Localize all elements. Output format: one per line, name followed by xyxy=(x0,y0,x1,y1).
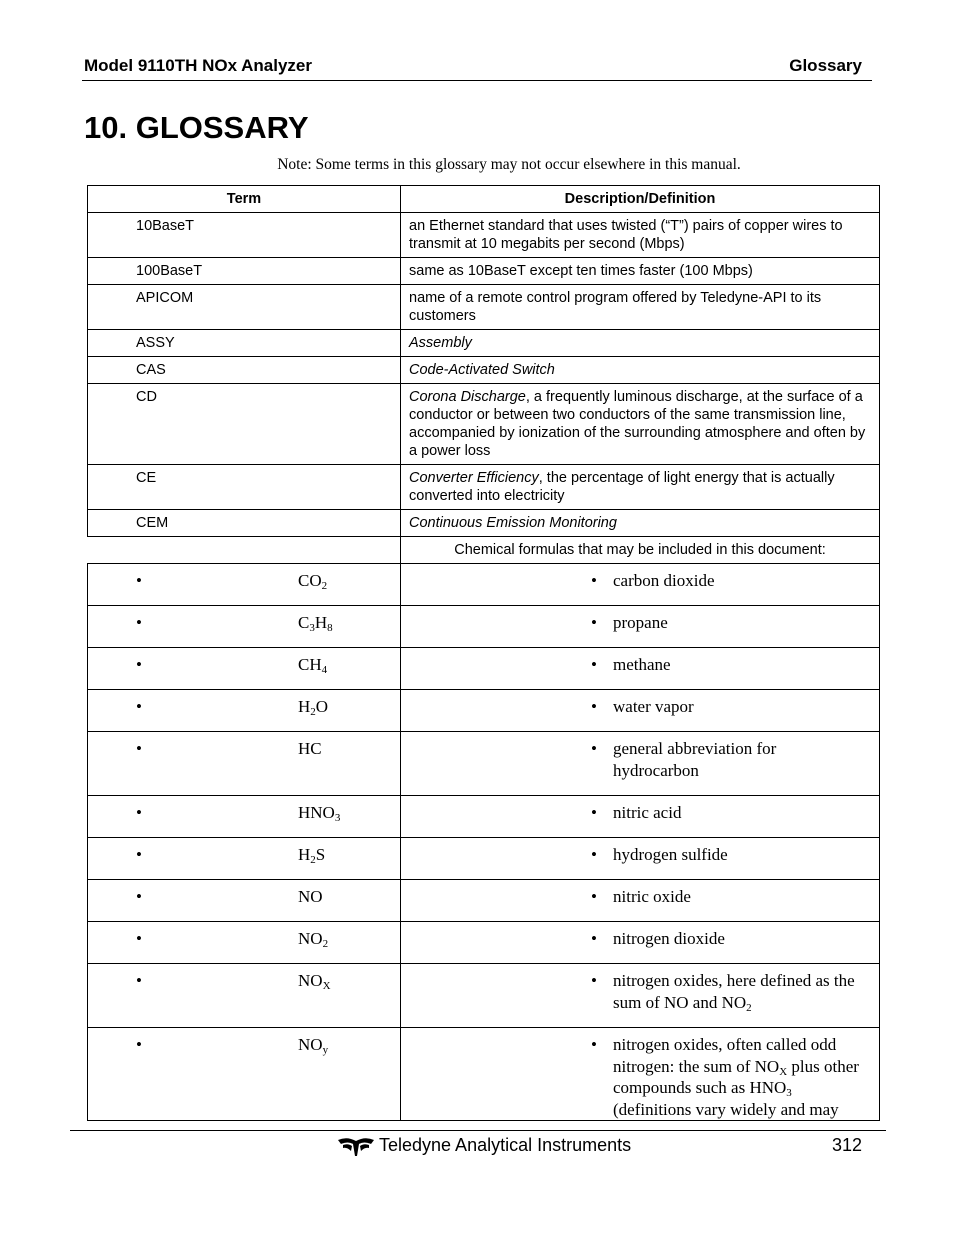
description-cell xyxy=(401,357,880,384)
chem-name-text: plus other compounds such as HNO xyxy=(613,1056,859,1097)
chem-row xyxy=(88,1028,880,1121)
formula-base: C xyxy=(298,613,310,632)
bullet: • xyxy=(591,971,597,990)
chem-name-sub: 2 xyxy=(746,1001,752,1014)
formula-base: NO xyxy=(298,929,323,948)
chem-row xyxy=(88,648,880,690)
description-italic: Converter Efficiency xyxy=(409,470,539,486)
formula-tail: H xyxy=(314,613,328,632)
term-cell: 10BaseT xyxy=(88,213,401,258)
formula-tail: O xyxy=(315,697,329,716)
description-cell xyxy=(401,330,880,357)
chem-desc-cell xyxy=(401,964,880,1028)
formula-sub: 4 xyxy=(321,664,328,676)
formula-sub: X xyxy=(322,980,331,992)
chem-name: methane xyxy=(613,655,671,674)
chem-desc-cell xyxy=(401,648,880,690)
term-cell: CD xyxy=(88,384,401,465)
glossary-table xyxy=(87,185,880,1121)
chem-formula xyxy=(298,654,327,675)
chem-term-cell xyxy=(88,606,401,648)
bullet: • xyxy=(136,697,142,716)
chem-desc-cell xyxy=(401,732,880,796)
chem-term-cell xyxy=(88,964,401,1028)
chem-name-text: nitrogen oxides, often called odd nitrogen: the sum of NO xyxy=(613,1035,837,1076)
table-row xyxy=(88,384,880,465)
bullet: • xyxy=(136,739,142,758)
chem-formula: HC xyxy=(298,739,322,758)
chem-header-row xyxy=(88,537,880,564)
description-cell: an Ethernet standard that uses twisted (“T”) pairs of copper wires to transmit at 10 megabits per second (Mbps) xyxy=(401,213,880,258)
chem-formula xyxy=(298,928,328,949)
page-number: 312 xyxy=(831,1135,862,1155)
description-italic: Continuous Emission Monitoring xyxy=(409,515,617,531)
chem-formula: NO xyxy=(298,887,323,906)
chem-name: carbon dioxide xyxy=(613,571,715,590)
bullet: • xyxy=(591,571,597,590)
chem-term-cell xyxy=(88,796,401,838)
chem-term-cell xyxy=(88,648,401,690)
formula-sub: 2 xyxy=(322,938,329,950)
chem-desc-cell xyxy=(401,838,880,880)
bullet: • xyxy=(136,571,142,590)
chem-formula xyxy=(298,1034,328,1055)
formula-base: CO xyxy=(298,571,322,590)
formula-base: H xyxy=(298,845,311,864)
glossary-note: Note: Some terms in this glossary may not occur elsewhere in this manual. xyxy=(277,156,741,173)
description-cell: same as 10BaseT except ten times faster (100 Mbps) xyxy=(401,258,880,285)
formula-sub: 3 xyxy=(309,622,315,634)
teledyne-logo-icon xyxy=(338,1136,374,1163)
table-row xyxy=(88,258,880,285)
formula-sub: 2 xyxy=(310,854,316,866)
bullet: • xyxy=(136,845,142,864)
header-model: Model 9110TH NOx Analyzer xyxy=(84,56,313,75)
bullet: • xyxy=(591,803,597,822)
chem-formula xyxy=(298,970,331,991)
chem-desc-cell xyxy=(401,796,880,838)
chem-name-sub: 3 xyxy=(786,1087,792,1099)
chem-term-cell xyxy=(88,838,401,880)
chem-desc-cell xyxy=(401,1028,880,1121)
table-row xyxy=(88,285,880,330)
table-row xyxy=(88,330,880,357)
bullet: • xyxy=(136,929,142,948)
term-cell: CAS xyxy=(88,357,401,384)
table-row xyxy=(88,465,880,510)
chem-name: propane xyxy=(613,613,668,632)
chem-term-cell xyxy=(88,880,401,922)
formula-tail-sub: 8 xyxy=(327,622,333,634)
bullet: • xyxy=(136,613,142,632)
header-rule xyxy=(82,80,872,81)
term-cell: 100BaseT xyxy=(88,258,401,285)
chem-header-cell: Chemical formulas that may be included in this document: xyxy=(401,537,880,564)
header-section: Glossary xyxy=(789,56,862,75)
bullet: • xyxy=(591,845,597,864)
description-italic: Code-Activated Switch xyxy=(409,362,555,378)
chem-desc-cell xyxy=(401,880,880,922)
description-column-header: Description/Definition xyxy=(401,186,880,213)
description-cell xyxy=(401,510,880,537)
chem-term-cell xyxy=(88,922,401,964)
bullet: • xyxy=(591,929,597,948)
bullet: • xyxy=(136,971,142,990)
term-column-header: Term xyxy=(88,186,401,213)
bullet: • xyxy=(591,613,597,632)
chem-formula xyxy=(298,696,328,717)
chem-row xyxy=(88,732,880,796)
bullet: • xyxy=(136,655,142,674)
chem-formula xyxy=(298,570,327,591)
chem-name: nitric acid xyxy=(613,803,682,822)
chem-term-cell xyxy=(88,1028,401,1121)
chem-term-cell xyxy=(88,564,401,606)
chem-row xyxy=(88,564,880,606)
footer-company: Teledyne Analytical Instruments xyxy=(379,1135,632,1155)
chem-row xyxy=(88,690,880,732)
chem-term-cell xyxy=(88,732,401,796)
chem-name-sub: X xyxy=(779,1065,788,1078)
description-cell: name of a remote control program offered by Teledyne-API to its customers xyxy=(401,285,880,330)
chem-name-text: (definitions vary widely and may xyxy=(613,1099,839,1119)
chem-row xyxy=(88,838,880,880)
formula-base: HNO xyxy=(298,803,335,822)
formula-base: NO xyxy=(298,1035,323,1054)
chem-row xyxy=(88,796,880,838)
bullet: • xyxy=(591,1035,597,1054)
table-row xyxy=(88,213,880,258)
term-cell: CE xyxy=(88,465,401,510)
bullet: • xyxy=(136,1035,142,1054)
footer-rule xyxy=(70,1130,886,1131)
bullet: • xyxy=(591,739,597,758)
chem-desc-cell xyxy=(401,690,880,732)
chem-row xyxy=(88,606,880,648)
description-text: , a frequently luminous discharge, at the surface of a conductor or between two conductors of the same transmission line, accompanied by ionization of the surrounding atmosphere and often by a power loss xyxy=(409,389,866,459)
chem-name xyxy=(613,1034,863,1120)
term-cell: ASSY xyxy=(88,330,401,357)
chem-name: hydrogen sulfide xyxy=(613,845,728,864)
description-italic: Corona Discharge xyxy=(409,389,526,405)
chem-name: water vapor xyxy=(613,697,694,716)
chem-formula xyxy=(298,802,340,823)
chem-term-cell xyxy=(88,690,401,732)
chem-row xyxy=(88,922,880,964)
formula-sub: 2 xyxy=(310,706,316,718)
description-cell xyxy=(401,384,880,465)
chem-formula xyxy=(298,612,333,633)
description-cell xyxy=(401,465,880,510)
term-cell: APICOM xyxy=(88,285,401,330)
chem-desc-cell xyxy=(401,564,880,606)
bullet: • xyxy=(591,655,597,674)
bullet: • xyxy=(136,803,142,822)
bullet: • xyxy=(136,887,142,906)
page-title: 10. GLOSSARY xyxy=(84,110,309,145)
description-text: , the percentage of light energy that is actually converted into electricity xyxy=(409,470,835,504)
description-italic: Assembly xyxy=(409,335,472,351)
blank-cell xyxy=(88,537,401,564)
chem-name xyxy=(613,970,863,1013)
formula-sub: y xyxy=(322,1044,329,1056)
chem-name: general abbreviation for hydrocarbon xyxy=(613,739,777,780)
chem-desc-cell xyxy=(401,606,880,648)
table-header-row xyxy=(88,186,880,213)
chem-name: nitrogen dioxide xyxy=(613,929,725,948)
chem-formula xyxy=(298,844,325,865)
table-row xyxy=(88,357,880,384)
chem-name: nitric oxide xyxy=(613,887,691,906)
chem-desc-cell xyxy=(401,922,880,964)
formula-base: H xyxy=(298,697,311,716)
formula-base: CH xyxy=(298,655,322,674)
table-row xyxy=(88,510,880,537)
formula-sub: 2 xyxy=(321,580,328,592)
chem-row xyxy=(88,964,880,1028)
formula-tail: S xyxy=(315,845,326,864)
chem-name-text: nitrogen oxides, here defined as the sum of NO and NO xyxy=(613,971,855,1012)
term-cell: CEM xyxy=(88,510,401,537)
bullet: • xyxy=(591,697,597,716)
chem-row xyxy=(88,880,880,922)
formula-base: NO xyxy=(298,971,323,990)
formula-sub: 3 xyxy=(334,812,341,824)
bullet: • xyxy=(591,887,597,906)
